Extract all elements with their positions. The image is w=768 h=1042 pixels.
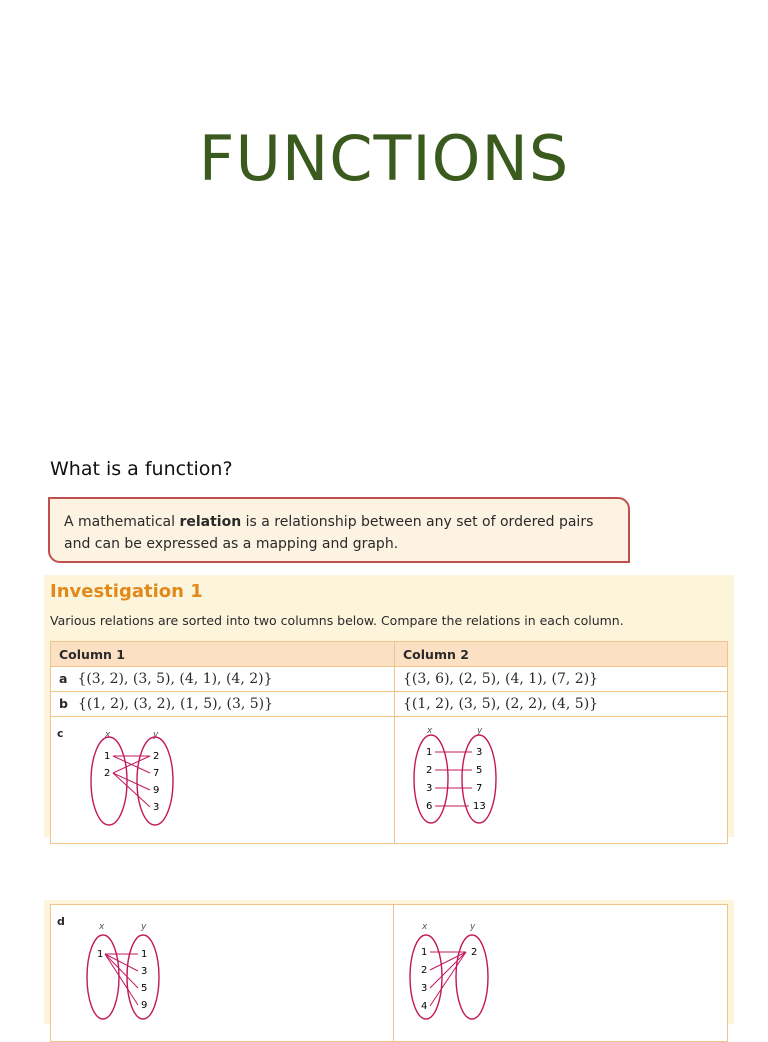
range-value: 9 xyxy=(141,1000,148,1011)
range-value: 9 xyxy=(153,785,160,796)
range-value: 7 xyxy=(476,783,483,794)
range-value: 3 xyxy=(141,966,148,977)
mapping-diagram-d2 xyxy=(400,911,720,1023)
column-2-header: Column 2 xyxy=(395,642,728,667)
domain-value: 6 xyxy=(426,801,433,812)
mapping-arrows xyxy=(435,752,472,806)
axis-x-label: x xyxy=(422,922,428,932)
domain-value: 1 xyxy=(426,747,433,758)
row-c-col2 xyxy=(395,717,728,844)
domain-value: 3 xyxy=(426,783,433,794)
axis-y-label: y xyxy=(470,922,476,932)
domain-value: 3 xyxy=(421,983,428,994)
row-a-col1 xyxy=(51,667,395,692)
axis-y-label: y xyxy=(477,726,483,736)
range-value: 3 xyxy=(476,747,483,758)
range-value: 2 xyxy=(471,947,478,958)
row-b-col1 xyxy=(51,692,395,717)
row-a-col2 xyxy=(395,667,728,692)
row-d-col2 xyxy=(394,905,728,1042)
mapping-arrows xyxy=(113,756,150,807)
relation-set: {(3, 2), (3, 5), (4, 1), (4, 2)} xyxy=(77,671,273,687)
domain-value: 4 xyxy=(421,1001,428,1012)
row-c-col1 xyxy=(51,717,395,844)
row-label: c xyxy=(57,727,64,740)
table-header-row xyxy=(51,642,728,667)
investigation-subtitle: Various relations are sorted into two columns below. Compare the relations in each column. xyxy=(50,613,624,628)
domain-value: 2 xyxy=(426,765,433,776)
row-b-col2 xyxy=(395,692,728,717)
column-1-header: Column 1 xyxy=(51,642,395,667)
relations-table xyxy=(50,641,728,844)
mapping-diagram-c2 xyxy=(401,723,721,827)
relations-table-continued xyxy=(50,904,728,1042)
table-row xyxy=(51,667,728,692)
range-value: 5 xyxy=(476,765,483,776)
axis-x-label: x xyxy=(99,922,105,932)
question-text: What is a function? xyxy=(50,458,233,480)
definition-text-end: is a relationship between any set of ordered pairs and can be expressed as a mapping and graph. xyxy=(64,514,594,552)
range-value: 3 xyxy=(153,802,160,813)
definition-text-start: A mathematical xyxy=(64,514,180,530)
investigation-title: Investigation 1 xyxy=(50,581,203,602)
table-row-mapping-c xyxy=(51,717,728,844)
relation-set: {(3, 6), (2, 5), (4, 1), (7, 2)} xyxy=(403,671,599,687)
axis-y-label: y xyxy=(153,730,159,740)
row-label: a xyxy=(59,671,68,686)
row-label: b xyxy=(59,696,68,711)
axis-y-label: y xyxy=(141,922,147,932)
domain-value: 2 xyxy=(104,768,111,779)
mapping-arrows xyxy=(105,954,138,1005)
relation-set: {(1, 2), (3, 2), (1, 5), (3, 5)} xyxy=(77,696,274,712)
domain-oval xyxy=(87,935,119,1019)
mapping-arrows xyxy=(430,952,466,1006)
definition-box xyxy=(48,497,630,563)
domain-value: 1 xyxy=(97,949,104,960)
table-row-mapping-d xyxy=(51,905,728,1042)
range-value: 5 xyxy=(141,983,148,994)
row-label: d xyxy=(57,915,65,928)
mapping-diagram-c1 xyxy=(57,723,377,827)
range-value: 7 xyxy=(153,768,160,779)
range-value: 1 xyxy=(141,949,148,960)
range-value: 13 xyxy=(473,801,486,812)
table-row xyxy=(51,692,728,717)
domain-value: 1 xyxy=(421,947,428,958)
page-title: FUNCTIONS xyxy=(198,122,570,195)
range-value: 2 xyxy=(153,751,160,762)
domain-value: 1 xyxy=(104,751,111,762)
row-d-col1 xyxy=(51,905,394,1042)
investigation-panel-continued xyxy=(44,900,734,1024)
axis-x-label: x xyxy=(105,730,111,740)
relation-set: {(1, 2), (3, 5), (2, 2), (4, 5)} xyxy=(403,696,599,712)
definition-keyword: relation xyxy=(179,514,242,530)
investigation-panel xyxy=(44,575,734,837)
axis-x-label: x xyxy=(427,726,433,736)
mapping-diagram-d1 xyxy=(57,911,377,1023)
domain-value: 2 xyxy=(421,965,428,976)
